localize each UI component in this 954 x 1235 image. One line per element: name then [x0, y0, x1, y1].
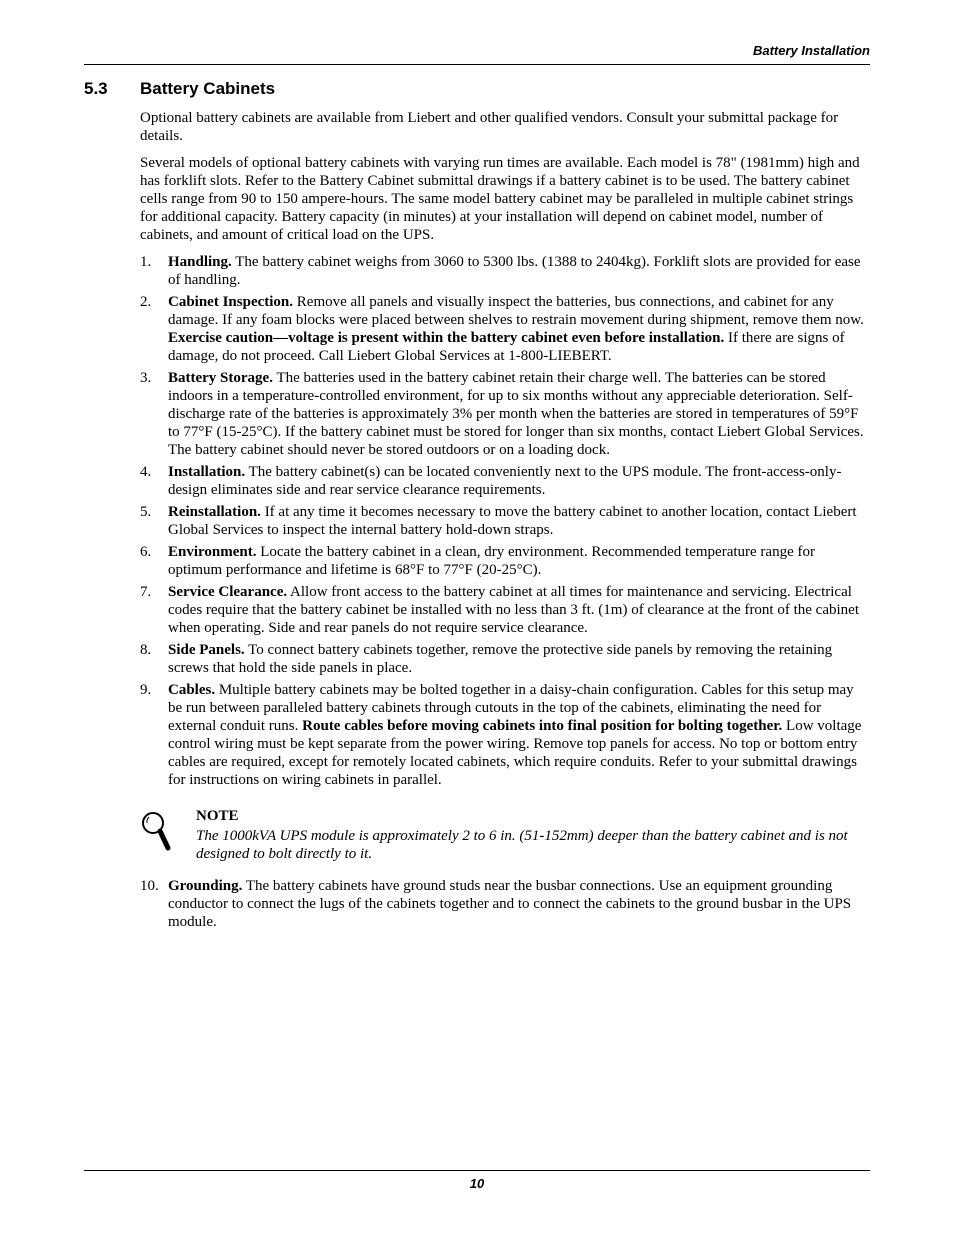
step-number: 3.	[140, 370, 152, 386]
step-text: Locate the battery cabinet in a clean, dry environment. Recommended temperature range for optimum performance and lifetime is 68°F to 77°F (20-25°C).	[168, 544, 815, 578]
step-item	[140, 681, 868, 789]
step-text: The battery cabinets have ground studs near the busbar connections. Use an equipment grounding conductor to connect the lugs of the cabinets together and to connect the cabinets to the ground busbar in the UPS module.	[168, 878, 852, 930]
step-title: Cabinet Inspection.	[168, 294, 294, 310]
note-title: NOTE	[196, 808, 239, 824]
step-number: 6.	[140, 544, 152, 560]
step-item	[140, 369, 868, 459]
step-number: 9.	[140, 682, 152, 698]
step-title: Service Clearance.	[168, 584, 288, 600]
note-block	[140, 807, 868, 863]
step-text: The batteries used in the battery cabinet retain their charge well. The batteries can be stored indoors in a temperature-controlled environment, for up to six months without any appreciable deterioration. Self-discharge rate of the batteries is approximately 3% per month when the batteries are stored in temperatures of 59°F to 77°F (15-25°C). If the battery cabinet must be stored for longer than six months, contact Liebert Global Services. The battery cabinet should never be stored outdoors or on a loading dock.	[168, 370, 864, 458]
step-text: To connect battery cabinets together, remove the protective side panels by removing the retaining screws that hold the side panels in place.	[168, 642, 833, 676]
step-number: 2.	[140, 294, 152, 310]
page-number: 10	[469, 1176, 485, 1191]
step-item	[140, 543, 868, 579]
section-heading	[84, 79, 275, 99]
step-title: Installation.	[168, 464, 246, 480]
step-item	[140, 641, 868, 677]
step-title: Side Panels.	[168, 642, 245, 658]
intro-paragraph-1: Optional battery cabinets are available from Liebert and other qualified vendors. Consult your submittal package for details.	[140, 110, 839, 144]
step-number: 4.	[140, 464, 152, 480]
steps-list-continued	[140, 877, 868, 931]
step-text: Allow front access to the battery cabinet at all times for maintenance and servicing. Electrical codes require that the battery cabinet be installed with no less than 3 ft. (1m) of clearance at the front of the cabinet when operating. Side and rear panels do not require service clearance.	[168, 584, 859, 636]
step-item	[140, 293, 868, 365]
step-item	[140, 583, 868, 637]
step-text: Multiple battery cabinets may be bolted together in a daisy-chain configuration. Cables for this setup may be run between paralleled battery cabinets through cutouts in the top of the cabinets, eliminating the need for external conduit runs.	[168, 682, 854, 734]
step-title: Battery Storage.	[168, 370, 273, 386]
footer-rule	[84, 1170, 870, 1171]
step-title: Environment.	[168, 544, 257, 560]
section-title: Battery Cabinets	[140, 79, 276, 98]
step-item	[140, 463, 868, 499]
body-content	[140, 109, 868, 935]
step-text-tail: Low voltage control wiring must be kept separate from the power wiring. Remove top panels for access. No top or bottom entry cables are required, except for remotely located cabinets, which require conduits. Refer to your submittal drawings for instructions on wiring cabinets in parallel.	[168, 718, 862, 788]
step-number: 5.	[140, 504, 152, 520]
intro-paragraph-2: Several models of optional battery cabinets with varying run times are available. Each model is 78" (1981mm) high and has forklift slots. Refer to the Battery Cabinet submittal drawings if a battery cabinet is to be used. The battery cabinet cells range from 90 to 150 ampere-hours. The same model battery cabinet may be paralleled in multiple cabinet strings for additional capacity. Battery capacity (in minutes) at your installation will depend on cabinet model, number of cabinets, and amount of critical load on the UPS.	[140, 155, 860, 243]
step-title: Handling.	[168, 254, 232, 270]
step-number: 8.	[140, 642, 152, 658]
step-title: Reinstallation.	[168, 504, 261, 520]
step-text: If at any time it becomes necessary to move the battery cabinet to another location, contact Liebert Global Services to inspect the internal battery hold-down straps.	[168, 504, 857, 538]
step-item	[140, 877, 868, 931]
step-title: Grounding.	[168, 878, 243, 894]
step-number: 10.	[140, 878, 159, 894]
step-warning: Exercise caution—voltage is present within the battery cabinet even before installation.	[168, 330, 725, 346]
section-number: 5.3	[84, 79, 108, 98]
step-number: 1.	[140, 254, 152, 270]
steps-list	[140, 253, 868, 789]
running-header: Battery Installation	[752, 43, 870, 58]
step-warning: Route cables before moving cabinets into final position for bolting together.	[302, 718, 783, 734]
step-title: Cables.	[168, 682, 216, 698]
step-text: The battery cabinet(s) can be located conveniently next to the UPS module. The front-access-only-design eliminates side and rear service clearance requirements.	[168, 464, 842, 498]
step-text-tail: If there are signs of damage, do not proceed. Call Liebert Global Services at 1-800-LIEBERT.	[168, 330, 845, 364]
step-item	[140, 253, 868, 289]
magnifier-icon	[140, 811, 172, 851]
step-number: 7.	[140, 584, 152, 600]
step-text: Remove all panels and visually inspect the batteries, bus connections, and cabinet for any damage. If any foam blocks were placed between shelves to restrain movement during shipment, remove them now.	[168, 294, 864, 328]
note-text: The 1000kVA UPS module is approximately 2 to 6 in. (51-152mm) deeper than the battery cabinet and is not designed to bolt directly to it.	[196, 828, 848, 862]
step-text: The battery cabinet weighs from 3060 to 5300 lbs. (1388 to 2404kg). Forklift slots are provided for ease of handling.	[168, 254, 861, 288]
header-rule	[84, 64, 870, 65]
step-item	[140, 503, 868, 539]
